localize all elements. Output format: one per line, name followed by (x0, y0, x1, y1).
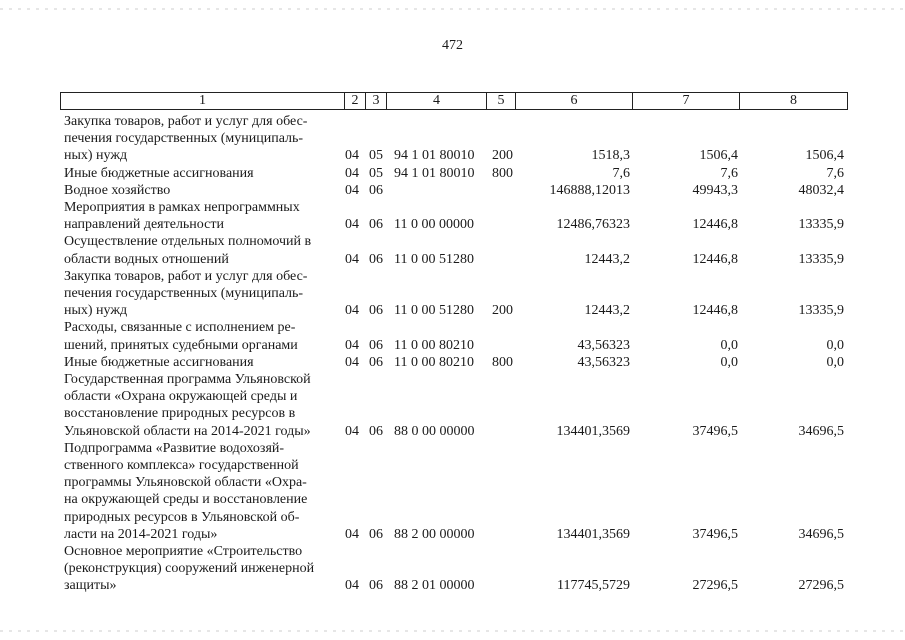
expense-type-code: 200 (492, 303, 513, 319)
section-code: 04 (345, 182, 359, 198)
amount-col-7: 7,6 (720, 165, 738, 181)
section-code: 04 (345, 251, 359, 267)
amount-col-8: 0,0 (826, 354, 844, 370)
amount-col-7: 0,0 (720, 354, 738, 370)
section-code: 04 (345, 303, 359, 319)
amount-col-6: 7,6 (612, 165, 630, 181)
row-description (64, 199, 338, 233)
subsection-code: 05 (369, 165, 383, 181)
amount-col-6: 117745,5729 (557, 578, 630, 594)
target-article-code: 94 1 01 80010 (394, 165, 475, 181)
description-line: ных) нужд (64, 303, 128, 319)
section-code: 04 (345, 217, 359, 233)
description-line: Закупка товаров, работ и услуг для обес- (64, 114, 308, 129)
amount-col-8: 27296,5 (798, 578, 844, 594)
description-line: ственного комплекса» государственной (64, 458, 299, 473)
subsection-code: 06 (369, 337, 383, 353)
subsection-code: 05 (369, 148, 383, 164)
description-line: области «Охрана окружающей среды и (64, 389, 298, 405)
amount-col-6: 12486,76323 (556, 217, 630, 233)
row-description (64, 165, 338, 182)
target-article-code: 88 0 00 00000 (394, 423, 475, 439)
target-article-code: 11 0 00 51280 (394, 303, 474, 319)
amount-col-7: 0,0 (720, 337, 738, 353)
page-number: 472 (442, 38, 463, 53)
amount-col-6: 134401,3569 (556, 526, 630, 542)
section-code: 04 (345, 578, 359, 594)
amount-col-6: 12443,2 (584, 251, 630, 267)
description-line: природных ресурсов в Ульяновской об- (64, 509, 300, 525)
amount-col-6: 43,56323 (577, 354, 630, 370)
row-description (64, 268, 338, 320)
row-description (64, 319, 338, 353)
description-line: Осуществление отдельных полномочий в (64, 234, 312, 250)
description-line: печения государственных (муниципаль- (64, 131, 304, 147)
amount-col-6: 12443,2 (584, 303, 630, 319)
subsection-code: 06 (369, 217, 383, 233)
scan-edge-bottom (0, 630, 905, 632)
amount-col-7: 49943,3 (692, 182, 738, 198)
table-header (60, 92, 848, 110)
amount-col-8: 1506,4 (805, 148, 844, 164)
description-line: Расходы, связанные с исполнением ре- (64, 320, 296, 336)
section-code: 04 (345, 526, 359, 542)
description-line: области водных отношений (64, 251, 229, 267)
section-code: 04 (345, 337, 359, 353)
subsection-code: 06 (369, 423, 383, 439)
row-description (64, 354, 338, 371)
expense-type-code: 200 (492, 148, 513, 164)
section-code: 04 (345, 354, 359, 370)
description-line: Иные бюджетные ассигнования (64, 165, 254, 181)
description-line: программы Ульяновской области «Охра- (64, 475, 307, 491)
amount-col-8: 13335,9 (798, 303, 844, 319)
amount-col-7: 12446,8 (692, 251, 738, 267)
target-article-code: 88 2 00 00000 (394, 526, 475, 542)
description-line: Подпрограмма «Развитие водохозяй- (64, 440, 285, 456)
section-code: 04 (345, 165, 359, 181)
description-line: на окружающей среды и восстановление (64, 492, 308, 508)
description-line: печения государственных (муниципаль- (64, 286, 304, 301)
description-line: Мероприятия в рамках непрограммных (64, 200, 300, 215)
amount-col-8: 34696,5 (798, 526, 844, 542)
header-col-8: 8 (790, 93, 797, 108)
amount-col-8: 0,0 (826, 337, 844, 353)
row-description (64, 543, 338, 595)
description-line: ных) нужд (64, 148, 128, 164)
subsection-code: 06 (369, 251, 383, 267)
amount-col-8: 7,6 (826, 165, 844, 181)
description-line: ласти на 2014-2021 годы» (64, 526, 218, 542)
amount-col-7: 1506,4 (699, 148, 738, 164)
amount-col-7: 12446,8 (692, 303, 738, 319)
target-article-code: 11 0 00 80210 (394, 354, 474, 370)
subsection-code: 06 (369, 303, 383, 319)
amount-col-6: 146888,12013 (549, 182, 630, 198)
header-col-1: 1 (199, 93, 206, 108)
amount-col-7: 37496,5 (692, 526, 738, 542)
header-col-5: 5 (497, 93, 505, 108)
section-code: 04 (345, 423, 359, 439)
amount-col-7: 27296,5 (692, 578, 738, 594)
description-line: Закупка товаров, работ и услуг для обес- (64, 268, 308, 284)
description-line: Ульяновской области на 2014-2021 годы» (64, 423, 311, 439)
description-line: Государственная программа Ульяновской (64, 372, 311, 387)
amount-col-6: 43,56323 (577, 337, 630, 353)
description-line: Основное мероприятие «Строительство (64, 544, 303, 559)
target-article-code: 94 1 01 80010 (394, 148, 475, 164)
amount-col-7: 12446,8 (692, 217, 738, 233)
amount-col-8: 13335,9 (798, 251, 844, 267)
amount-col-8: 34696,5 (798, 423, 844, 439)
target-article-code: 11 0 00 51280 (394, 251, 474, 267)
header-col-7: 7 (682, 93, 690, 108)
header-col-3: 3 (372, 93, 380, 108)
row-description (64, 440, 338, 543)
target-article-code: 11 0 00 00000 (394, 217, 474, 233)
amount-col-8: 48032,4 (798, 182, 844, 198)
section-code: 04 (345, 148, 359, 164)
target-article-code: 88 2 01 00000 (394, 578, 475, 594)
description-line: (реконструкция) сооружений инженерной (64, 561, 315, 577)
expense-type-code: 800 (492, 354, 513, 370)
header-col-6: 6 (570, 93, 578, 108)
description-line: защиты» (64, 578, 117, 594)
subsection-code: 06 (369, 354, 383, 370)
row-description (64, 371, 338, 440)
description-line: Иные бюджетные ассигнования (64, 354, 254, 370)
row-description (64, 113, 338, 165)
subsection-code: 06 (369, 526, 383, 542)
row-description (64, 182, 338, 199)
row-description (64, 233, 338, 267)
scan-edge-top (0, 8, 905, 10)
description-line: шений, принятых судебными органами (64, 337, 298, 353)
expense-type-code: 800 (492, 165, 513, 181)
header-col-2: 2 (351, 93, 359, 108)
amount-col-8: 13335,9 (798, 217, 844, 233)
description-line: восстановление природных ресурсов в (64, 406, 296, 422)
description-line: направлений деятельности (64, 217, 224, 233)
amount-col-6: 134401,3569 (556, 423, 630, 439)
subsection-code: 06 (369, 182, 383, 198)
amount-col-6: 1518,3 (591, 148, 630, 164)
header-col-4: 4 (433, 93, 440, 108)
amount-col-7: 37496,5 (692, 423, 738, 439)
description-line: Водное хозяйство (64, 182, 171, 198)
target-article-code: 11 0 00 80210 (394, 337, 474, 353)
subsection-code: 06 (369, 578, 383, 594)
